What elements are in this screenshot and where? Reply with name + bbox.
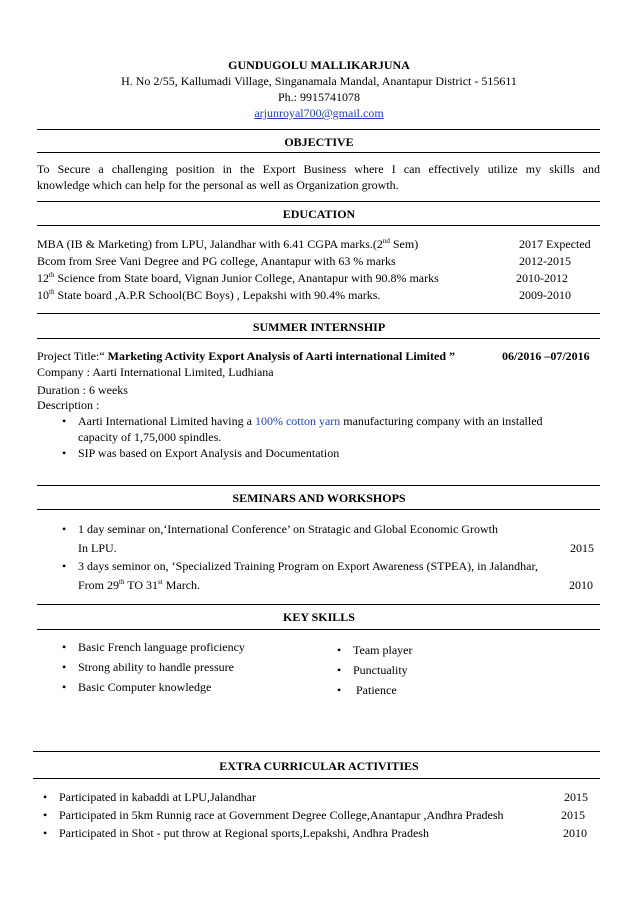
- divider: [37, 201, 600, 202]
- activity-item: • Participated in 5km Runnig race at Government Degree College,Anantapur ,Andhra Pradesh: [59, 808, 504, 823]
- list-item: • 3 days seminor on, ‘Specialized Training Program on Export Awareness (STPEA), in Jalandhar,: [78, 559, 538, 574]
- list-item-continuation: From 29th TO 31st March.: [78, 578, 201, 592]
- description-label: Description :: [37, 398, 100, 412]
- divider: [37, 629, 600, 630]
- education-row: MBA (IB & Marketing) from LPU, Jalandhar with 6.41 CGPA marks.(2nd Sem): [37, 237, 419, 251]
- divider: [37, 313, 600, 314]
- divider: [37, 225, 600, 226]
- phone: Ph.: 9915741078: [277, 90, 360, 104]
- address: H. No 2/55, Kallumadi Village, Singanamala Mandal, Anantapur District - 515611: [121, 74, 517, 88]
- list-item-continuation: In LPU.: [78, 541, 117, 555]
- skill-item: • Patience: [353, 683, 397, 698]
- company: Company : Aarti International Limited, Ludhiana: [37, 365, 274, 379]
- duration: Duration : 6 weeks: [37, 383, 128, 397]
- activity-year: 2015: [564, 790, 588, 804]
- list-item: • Aarti International Limited having a 100% cotton yarn manufacturing company with an installed: [78, 414, 543, 429]
- education-row: 12th Science from State board, Vignan Junior College, Anantapur with 90.8% marks: [37, 271, 439, 285]
- education-row: 10th State board ,A.P.R School(BC Boys) , Lepakshi with 90.4% marks.: [37, 288, 381, 302]
- email-link[interactable]: arjunroyal700@gmail.com: [254, 106, 384, 120]
- education-row: Bcom from Sree Vani Degree and PG college, Anantapur with 63 % marks: [37, 254, 396, 268]
- divider: [37, 129, 600, 130]
- divider: [37, 604, 600, 605]
- objective-line-2: knowledge which can help for the personal as well as Organization growth.: [37, 178, 399, 192]
- objective-heading: OBJECTIVE: [284, 135, 354, 149]
- education-year: 2012-2015: [519, 254, 571, 268]
- activity-year: 2010: [563, 826, 587, 840]
- seminar-year: 2010: [569, 578, 593, 592]
- list-item-continuation: capacity of 1,75,000 spindles.: [78, 430, 222, 444]
- skill-item: • Basic French language proficiency: [78, 640, 245, 655]
- activity-item: • Participated in Shot - put throw at Regional sports,Lepakshi, Andhra Pradesh: [59, 826, 429, 841]
- divider: [37, 338, 600, 339]
- divider: [37, 509, 600, 510]
- skill-item: • Strong ability to handle pressure: [78, 660, 234, 675]
- internship-heading: SUMMER INTERNSHIP: [252, 320, 386, 334]
- education-year: 2009-2010: [519, 288, 571, 302]
- objective-line-1: To Secure a challenging position in the Export Business where I can effectively utilize my skills and: [37, 162, 600, 176]
- skill-item: • Basic Computer knowledge: [78, 680, 211, 695]
- project-dates: 06/2016 –07/2016: [502, 349, 590, 363]
- seminar-year: 2015: [570, 541, 594, 555]
- education-year: 2010-2012: [516, 271, 568, 285]
- extracurricular-heading: EXTRA CURRICULAR ACTIVITIES: [219, 759, 419, 773]
- skill-item: • Punctuality: [353, 663, 408, 678]
- divider: [37, 485, 600, 486]
- divider: [37, 152, 600, 153]
- divider: [33, 751, 600, 752]
- divider: [33, 778, 600, 779]
- education-heading: EDUCATION: [282, 207, 356, 221]
- skills-heading: KEY SKILLS: [283, 610, 355, 624]
- list-item: • 1 day seminar on,‘International Conference’ on Stratagic and Global Economic Growth: [78, 522, 498, 537]
- skill-item: • Team player: [353, 643, 412, 658]
- activity-item: • Participated in kabaddi at LPU,Jalandhar: [59, 790, 256, 805]
- activity-year: 2015: [561, 808, 585, 822]
- candidate-name: GUNDUGOLU MALLIKARJUNA: [228, 58, 410, 72]
- email-wrapper: [0, 106, 638, 121]
- list-item: • SIP was based on Export Analysis and Documentation: [78, 446, 339, 461]
- education-year: 2017 Expected: [519, 237, 591, 251]
- project-title: Project Title:“ Marketing Activity Export Analysis of Aarti international Limited ”: [37, 349, 455, 363]
- seminars-heading: SEMINARS AND WORKSHOPS: [232, 491, 406, 505]
